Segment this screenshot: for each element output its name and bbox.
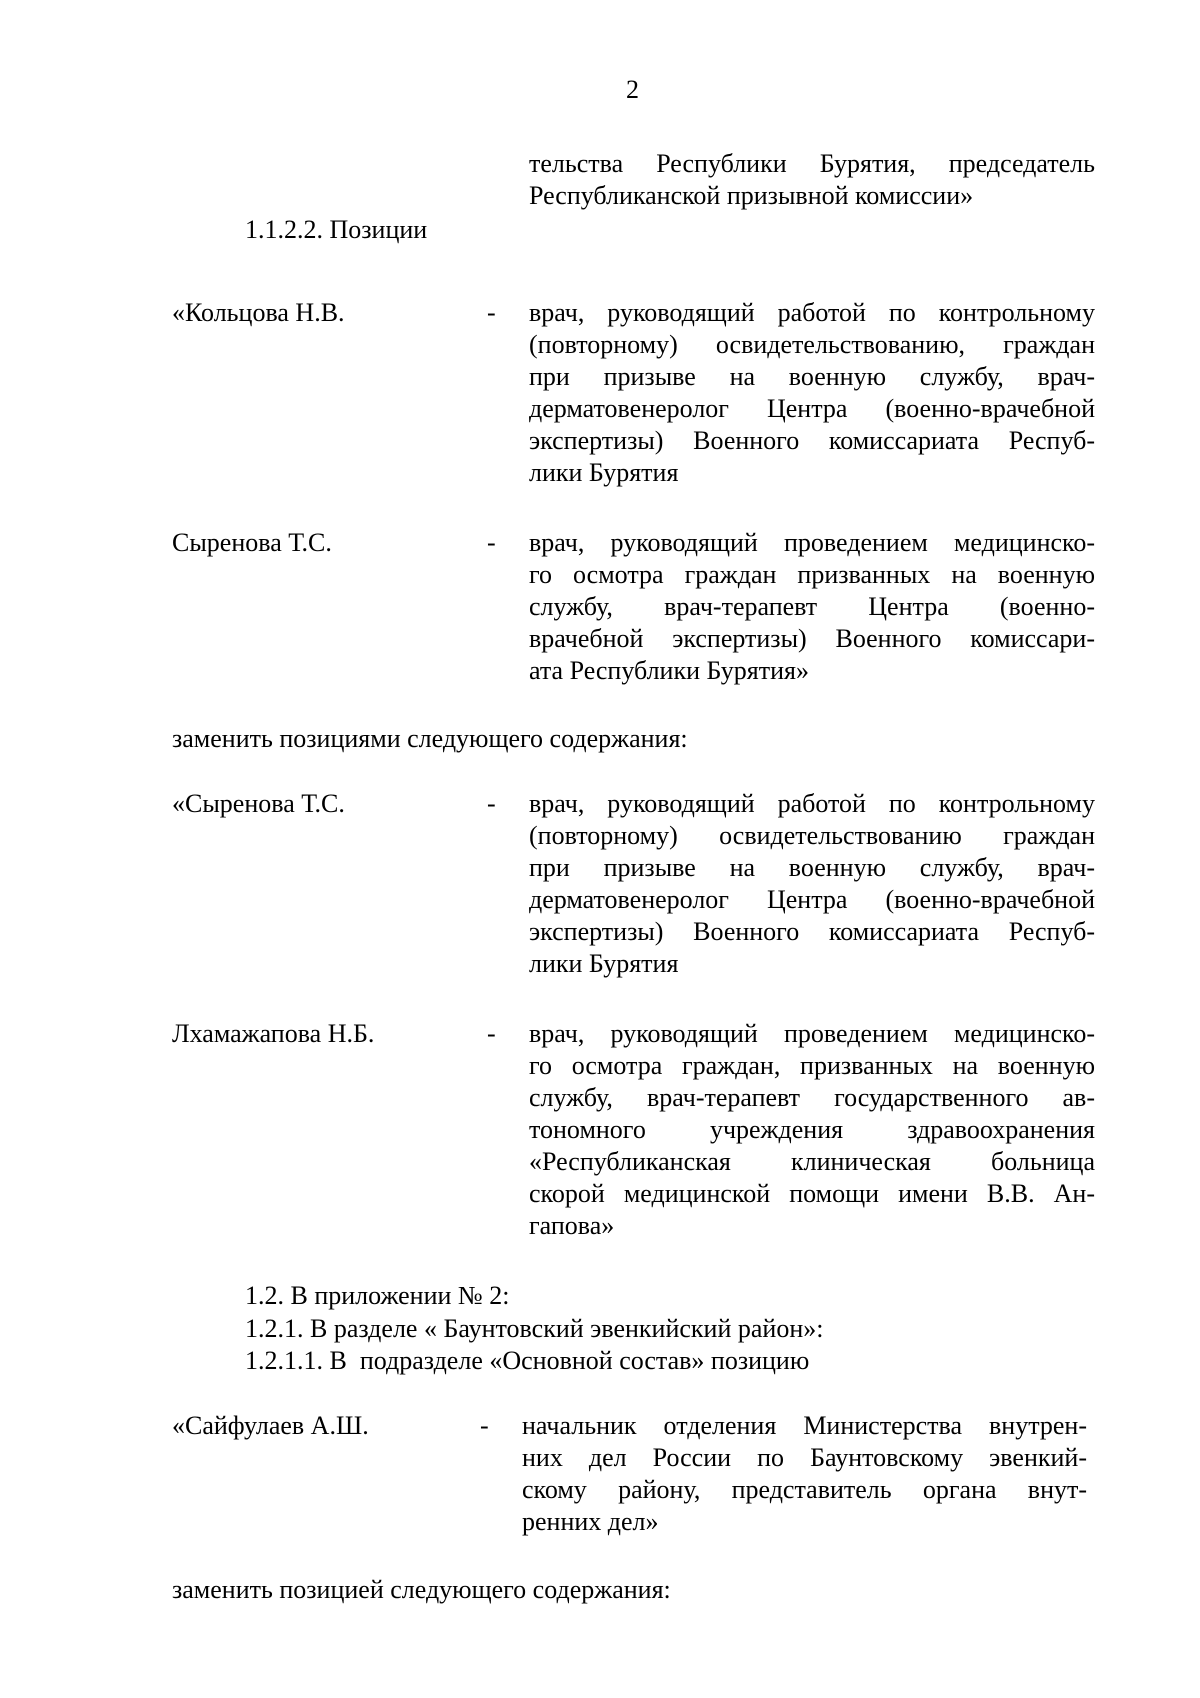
text-line: врачебной экспертизы) Военного комиссари- bbox=[529, 624, 1095, 653]
text-line: (повторному) освидетельствованию граждан bbox=[529, 821, 1095, 850]
text-line: го осмотра граждан призванных на военную bbox=[529, 560, 1095, 589]
text-line: при призыве на военную службу, врач- bbox=[529, 853, 1095, 882]
text-line: скому району, представитель органа внут- bbox=[522, 1475, 1087, 1504]
person-name: «Кольцова Н.В. bbox=[172, 298, 345, 327]
position-description bbox=[529, 788, 1095, 980]
text-line: тономного учреждения здравоохранения bbox=[529, 1115, 1095, 1144]
person-name: Сыренова Т.С. bbox=[172, 528, 332, 557]
text-line: тельства Республики Бурятия, председатель bbox=[529, 149, 1095, 178]
dash-separator: - bbox=[487, 789, 496, 818]
text-line: скорой медицинской помощи имени В.В. Ан- bbox=[529, 1179, 1095, 1208]
section-heading-1-2: 1.2. В приложении № 2: bbox=[245, 1281, 510, 1310]
intro-continuation bbox=[529, 148, 1095, 212]
text-line: ата Республики Бурятия» bbox=[529, 656, 809, 685]
text-line: гапова» bbox=[529, 1211, 615, 1240]
text-line: экспертизы) Военного комиссариата Респуб- bbox=[529, 426, 1095, 455]
dash-separator: - bbox=[487, 528, 496, 557]
section-heading-1-2-1: 1.2.1. В разделе « Баунтовский эвенкийский район»: bbox=[245, 1314, 824, 1343]
text-line: дерматовенеролог Центра (военно-врачебной bbox=[529, 394, 1095, 423]
person-name: «Сайфулаев А.Ш. bbox=[172, 1411, 369, 1440]
text-line: начальник отделения Министерства внутрен- bbox=[522, 1411, 1087, 1440]
person-name: «Сыренова Т.С. bbox=[172, 789, 345, 818]
page-number: 2 bbox=[626, 75, 639, 104]
replace-instruction: заменить позицией следующего содержания: bbox=[172, 1575, 671, 1604]
text-line: лики Бурятия bbox=[529, 949, 679, 978]
dash-separator: - bbox=[487, 1019, 496, 1048]
dash-separator: - bbox=[480, 1411, 489, 1440]
position-description bbox=[529, 1018, 1095, 1242]
text-line: службу, врач-терапевт государственного ав- bbox=[529, 1083, 1095, 1112]
person-name: Лхамажапова Н.Б. bbox=[172, 1019, 375, 1048]
text-line: «Республиканская клиническая больница bbox=[529, 1147, 1095, 1176]
text-line: Республиканской призывной комиссии» bbox=[529, 181, 974, 210]
section-heading-1-1-2-2: 1.1.2.2. Позиции bbox=[245, 215, 428, 244]
text-line: них дел России по Баунтовскому эвенкий- bbox=[522, 1443, 1087, 1472]
replace-instruction: заменить позициями следующего содержания: bbox=[172, 724, 688, 753]
text-line: (повторному) освидетельствованию, граждан bbox=[529, 330, 1095, 359]
position-description bbox=[522, 1410, 1087, 1538]
text-line: врач, руководящий работой по контрольному bbox=[529, 789, 1095, 818]
text-line: экспертизы) Военного комиссариата Респуб- bbox=[529, 917, 1095, 946]
text-line: лики Бурятия bbox=[529, 458, 679, 487]
text-line: врач, руководящий проведением медицинско- bbox=[529, 528, 1095, 557]
position-description bbox=[529, 297, 1095, 489]
text-line: врач, руководящий проведением медицинско- bbox=[529, 1019, 1095, 1048]
text-line: при призыве на военную службу, врач- bbox=[529, 362, 1095, 391]
text-line: го осмотра граждан, призванных на военную bbox=[529, 1051, 1095, 1080]
section-heading-1-2-1-1: 1.2.1.1. В подразделе «Основной состав» позицию bbox=[245, 1346, 810, 1375]
text-line: службу, врач-терапевт Центра (военно- bbox=[529, 592, 1095, 621]
position-description bbox=[529, 527, 1095, 687]
dash-separator: - bbox=[487, 298, 496, 327]
text-line: ренних дел» bbox=[522, 1507, 659, 1536]
text-line: дерматовенеролог Центра (военно-врачебной bbox=[529, 885, 1095, 914]
text-line: врач, руководящий работой по контрольному bbox=[529, 298, 1095, 327]
